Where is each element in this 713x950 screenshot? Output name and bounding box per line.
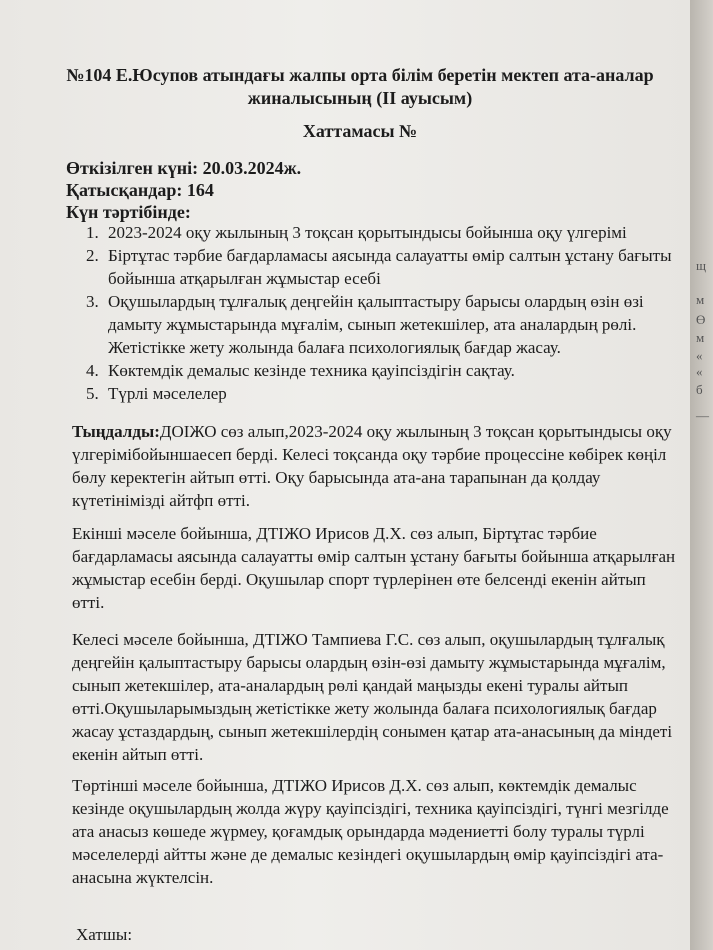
agenda-item xyxy=(86,244,678,290)
edge-fragment: « xyxy=(696,364,703,379)
agenda-item xyxy=(86,290,678,359)
heard-label: Тыңдалды: xyxy=(72,422,160,441)
edge-fragment: щ xyxy=(696,258,707,273)
agenda-item-text: 2023-2024 оқу жылының 3 тоқсан қорытындысы бойынша оқу үлгерімі xyxy=(108,223,627,242)
edge-fragment: м xyxy=(696,292,705,307)
agenda-item xyxy=(86,382,678,405)
title-line-2: жиналысының (ІІ ауысым) xyxy=(247,88,473,108)
document-subtitle: Хаттамасы № xyxy=(302,121,418,141)
agenda-item-text: Біртұтас тәрбие бағдарламасы аясында салауатты өмір салтын ұстану бағыты бойынша атқарылған жұмыстар есебі xyxy=(108,246,672,288)
edge-fragment: м xyxy=(696,330,705,345)
paragraph-third-issue: Келесі мәселе бойынша, ДТІЖО Тампиева Г.С. сөз алып, оқушылардың тұлғалық деңгейін қалыптастыру барысы олардың өзін-өзі дамыту жұмыстарында мұғалім, сынып жетекшілер, ата-аналардың рөлі қандай маңызды екені туралы айтып өтті.Оқушыларымыздың жетістікке жету жолында балаға психологиялық бағдар жасау ұстаздардың, сынып жетекшілердің сонымен қатар ата-анасының да міндеті екенін айтып өтті. xyxy=(72,630,673,764)
agenda-item-number: 4. xyxy=(86,361,99,380)
agenda-item-text: Оқушылардың тұлғалық деңгейін қалыптастыру барысы олардың өзін өзі дамыту жұмыстарында мұғалім, сынып жетекшілер, ата аналардың рөлі. Жетістікке жету жолында балаға психологиялық бағдар жасау. xyxy=(108,292,644,357)
agenda-item-number: 3. xyxy=(86,292,99,311)
heard-text: ДОІЖО сөз алып,2023-2024 оқу жылының 3 тоқсан қорытындысы оқу үлгерімібойыншаесеп берді. Келесі тоқсанда оқу тәрбие процессіне көбірек көңіл бөлу керектегін айтып өтті. Оқу барысында ата-ана тарапынан да қолдау күтетінімізді айтфп өтті. xyxy=(72,422,672,510)
agenda-item-number: 2. xyxy=(86,246,99,265)
agenda-item-text: Түрлі мәселелер xyxy=(108,384,227,403)
agenda-item-number: 5. xyxy=(86,384,99,403)
agenda-list xyxy=(86,221,678,405)
agenda-item-number: 1. xyxy=(86,223,99,242)
title-line-1: №104 Е.Юсупов атындағы жалпы орта білім беретін мектеп ата-аналар xyxy=(66,65,654,85)
edge-fragment: Ө xyxy=(696,312,706,327)
participants-count: Қатысқандар: 164 xyxy=(66,180,214,200)
agenda-item xyxy=(86,221,678,244)
paragraph-fourth-issue: Төртінші мәселе бойынша, ДТІЖО Ирисов Д.Х. сөз алып, көктемдік демалыс кезінде оқушылардың жолда жүру қауіпсіздігі, техника қауіпсіздігі, түнгі мезгілде ата анасыз көшеде жүрмеу, қоғамдық орындарда мәдениетті болу туралы түрлі мәселелерді айтты және де демалыс кезіндегі оқушылардың өмір қауіпсіздігі ата-анасына жүктелсін. xyxy=(72,776,669,887)
document-title xyxy=(40,64,680,110)
paragraph-second-issue: Екінші мәселе бойынша, ДТІЖО Ирисов Д.Х. сөз алып, Біртұтас тәрбие бағдарламасы аясында салауатты өмір салтын ұстану бағыты бойынша атқарылған жұмыстар есебін берді. Оқушылар спорт түрлерінен өте белсенді екенін айтып өтті. xyxy=(72,524,676,612)
secretary-signature-line: Хатшы: xyxy=(76,925,133,944)
agenda-heading: Күн тәртібінде: xyxy=(66,202,191,222)
edge-fragment: « xyxy=(696,348,703,363)
agenda-item xyxy=(86,359,678,382)
underlying-page-edge xyxy=(690,0,713,950)
meeting-date: Өткізілген күні: 20.03.2024ж. xyxy=(66,158,302,178)
edge-fragment: — xyxy=(696,408,709,423)
agenda-item-text: Көктемдік демалыс кезінде техника қауіпсіздігін сақтау. xyxy=(108,361,515,380)
edge-fragment: б xyxy=(696,382,703,397)
paragraph-heard xyxy=(72,420,678,512)
